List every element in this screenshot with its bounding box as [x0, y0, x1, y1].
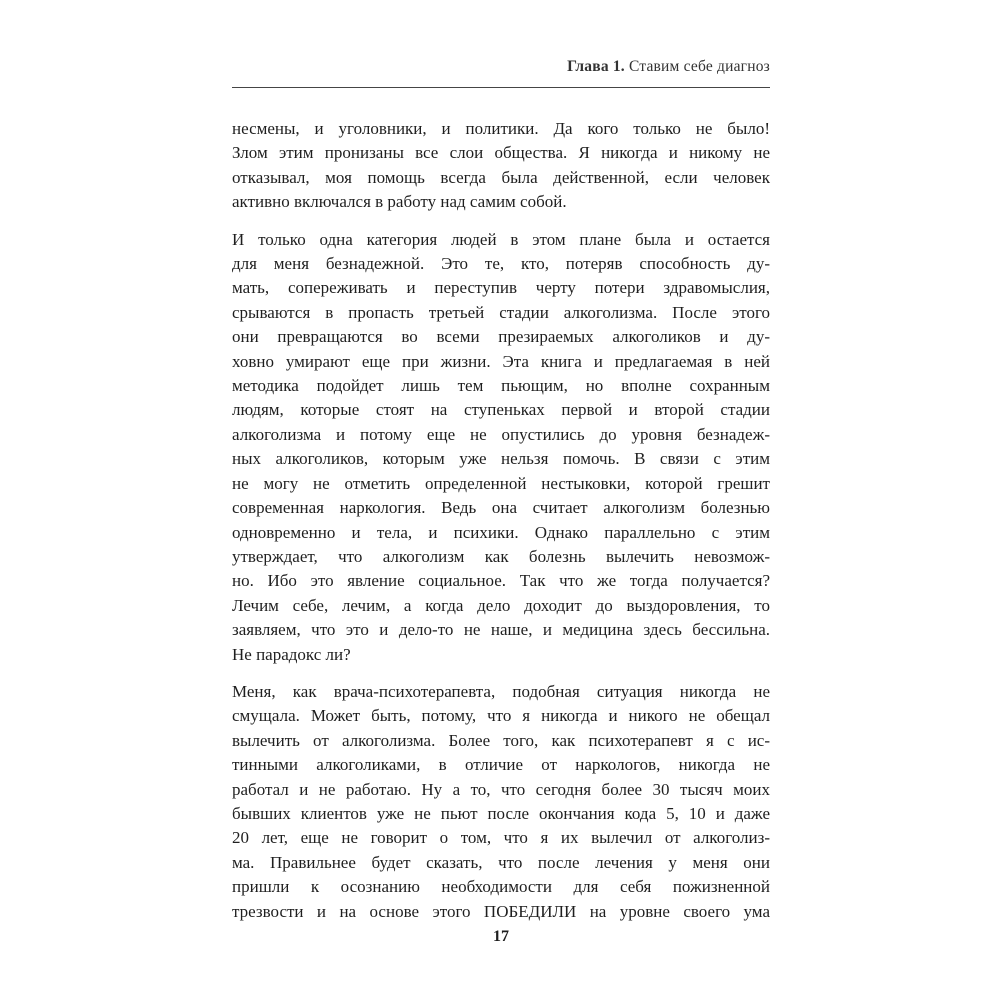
chapter-label: Глава 1.	[567, 58, 625, 75]
text-line: ма. Правильнее будет сказать, что после лечения у меня они	[232, 852, 770, 872]
paragraph	[232, 228, 770, 667]
page-number: 17	[493, 928, 509, 945]
text-line: вылечить от алкоголизма. Более того, как психотерапевт я с ис-	[232, 730, 770, 750]
text-line: трезвости и на основе этого ПОБЕДИЛИ на уровне своего ума	[232, 901, 770, 921]
text-line: Злом этим пронизаны все слои общества. Я никогда и никому не	[232, 143, 770, 163]
body-text	[232, 117, 770, 924]
text-line: 20 лет, еще не говорит о том, что я их вылечил от алкоголиз-	[232, 828, 770, 848]
text-line: алкоголизма и потому еще не опустились до уровня безнадеж-	[232, 424, 770, 444]
text-line: И только одна категория людей в этом плане была и остается	[232, 229, 770, 249]
text-line: ных алкоголиков, которым уже нельзя помочь. В связи с этим	[232, 449, 770, 469]
text-line: не могу не отметить определенной нестыковки, которой грешит	[232, 473, 770, 493]
text-line: заявляем, что это и дело-то не наше, и медицина здесь бессильна.	[232, 620, 770, 640]
text-line: ховно умирают еще при жизни. Эта книга и предлагаемая в ней	[232, 351, 770, 371]
paragraph	[232, 680, 770, 924]
book-page	[232, 58, 770, 924]
text-line: методика подойдет лишь тем пьющим, но вполне сохранным	[232, 376, 770, 396]
chapter-header	[232, 58, 770, 88]
text-line: они превращаются во всеми презираемых алкоголиков и ду-	[232, 327, 770, 347]
text-line: современная наркология. Ведь она считает алкоголизм болезнью	[232, 498, 770, 518]
text-line: бывших клиентов уже не пьют после окончания кода 5, 10 и даже	[232, 803, 770, 823]
text-line: несмены, и уголовники, и политики. Да кого только не было!	[232, 119, 770, 138]
text-line: для меня безнадежной. Это те, кто, потеряв способность ду-	[232, 254, 770, 274]
text-line: тинными алкоголиками, в отличие от наркологов, никогда не	[232, 755, 770, 775]
text-line: отказывал, моя помощь всегда была действенной, если человек	[232, 167, 770, 187]
chapter-title: Ставим себе диагноз	[624, 58, 770, 75]
text-line: смущала. Может быть, потому, что я никогда и никого не обещал	[232, 706, 770, 726]
text-line: Не парадокс ли?	[232, 644, 351, 664]
text-line: Лечим себе, лечим, а когда дело доходит до выздоровления, то	[232, 595, 770, 615]
text-line: активно включался в работу над самим собой.	[232, 192, 567, 212]
text-line: но. Ибо это явление социальное. Так что же тогда получается?	[232, 571, 770, 591]
text-line: пришли к осознанию необходимости для себя пожизненной	[232, 877, 770, 897]
text-line: работал и не работаю. Ну а то, что сегодня более 30 тысяч моих	[232, 779, 770, 799]
text-line: Меня, как врача-психотерапевта, подобная ситуация никогда не	[232, 681, 770, 701]
paragraph	[232, 117, 770, 215]
text-line: людям, которые стоят на ступеньках первой и второй стадии	[232, 400, 770, 420]
text-line: мать, сопереживать и переступив черту потери здравомыслия,	[232, 278, 770, 298]
text-line: срываются в пропасть третьей стадии алкоголизма. После этого	[232, 302, 770, 322]
text-line: одновременно и тела, и психики. Однако параллельно с этим	[232, 522, 770, 542]
text-line: утверждает, что алкоголизм как болезнь вылечить невозмож-	[232, 546, 770, 566]
